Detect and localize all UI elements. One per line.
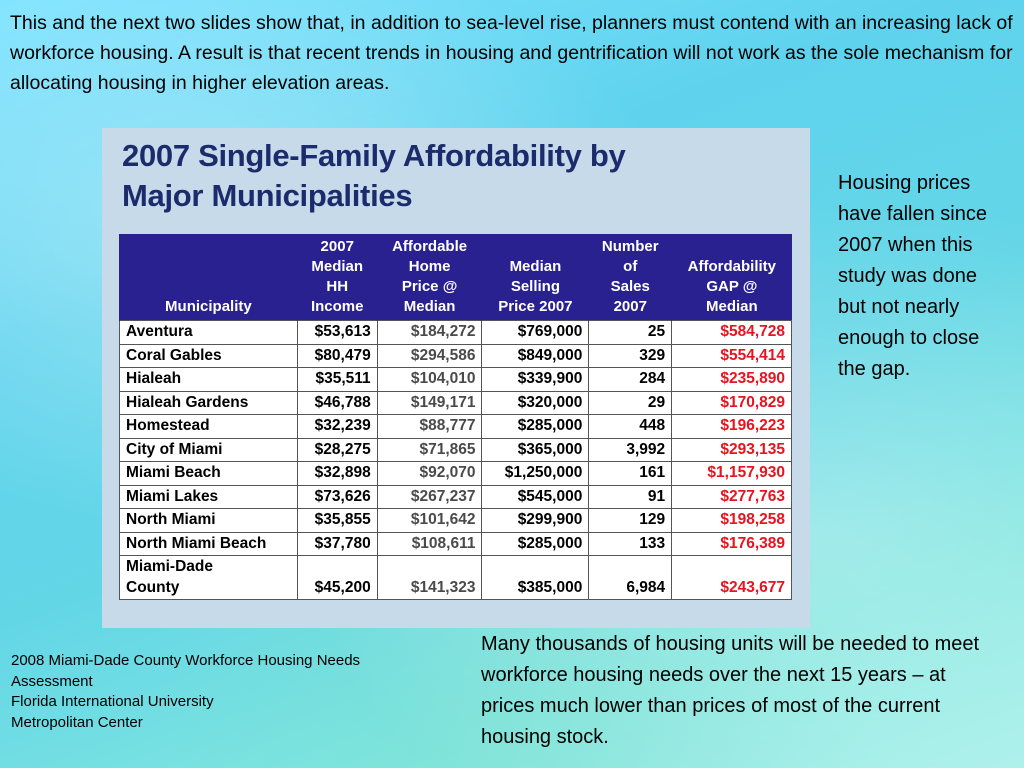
cell-median: $849,000 bbox=[482, 344, 589, 368]
header-gap-l1: Affordability bbox=[687, 258, 776, 275]
cell-median: $285,000 bbox=[482, 532, 589, 556]
header-gap bbox=[672, 234, 792, 321]
cell-sales: 91 bbox=[589, 485, 672, 509]
table-row bbox=[120, 391, 792, 415]
cell-gap: $293,135 bbox=[672, 438, 792, 462]
cell-municipality: North Miami bbox=[120, 509, 298, 533]
source-line-3: Metropolitan Center bbox=[11, 713, 143, 731]
header-sales bbox=[589, 234, 672, 321]
table-row bbox=[120, 321, 792, 345]
cell-gap: $176,389 bbox=[672, 532, 792, 556]
cell-income: $32,239 bbox=[297, 415, 377, 439]
table-title bbox=[122, 136, 782, 216]
cell-municipality: City of Miami bbox=[120, 438, 298, 462]
cell-sales: 133 bbox=[589, 532, 672, 556]
cell-median: $1,250,000 bbox=[482, 462, 589, 486]
cell-municipality: Coral Gables bbox=[120, 344, 298, 368]
cell-gap: $235,890 bbox=[672, 368, 792, 392]
header-median-price-l2: Selling bbox=[510, 278, 560, 295]
header-median-income-l3: HH bbox=[326, 278, 349, 295]
cell-affordable: $294,586 bbox=[377, 344, 482, 368]
cell-income: $37,780 bbox=[297, 532, 377, 556]
cell-municipality: Miami Beach bbox=[120, 462, 298, 486]
cell-municipality: North Miami Beach bbox=[120, 532, 298, 556]
cell-gap: $243,677 bbox=[672, 556, 792, 600]
header-median-price-l1: Median bbox=[509, 258, 562, 275]
cell-median: $545,000 bbox=[482, 485, 589, 509]
cell-median: $285,000 bbox=[482, 415, 589, 439]
affordability-table bbox=[119, 234, 792, 600]
cell-gap: $584,728 bbox=[672, 321, 792, 345]
cell-municipality: Aventura bbox=[120, 321, 298, 345]
cell-sales: 25 bbox=[589, 321, 672, 345]
cell-municipality: Miami Lakes bbox=[120, 485, 298, 509]
cell-median: $365,000 bbox=[482, 438, 589, 462]
header-sales-l2: of bbox=[623, 258, 638, 275]
cell-affordable: $88,777 bbox=[377, 415, 482, 439]
cell-sales: 284 bbox=[589, 368, 672, 392]
source-line-2: Florida International University bbox=[11, 693, 214, 710]
cell-sales: 448 bbox=[589, 415, 672, 439]
source-line-1: 2008 Miami-Dade County Workforce Housing Needs Assessment bbox=[11, 652, 361, 690]
cell-gap: $1,157,930 bbox=[672, 462, 792, 486]
cell-municipality: Homestead bbox=[120, 415, 298, 439]
cell-median: $339,900 bbox=[482, 368, 589, 392]
cell-income: $32,898 bbox=[297, 462, 377, 486]
cell-municipality: Hialeah Gardens bbox=[120, 391, 298, 415]
cell-gap: $277,763 bbox=[672, 485, 792, 509]
table-panel bbox=[102, 128, 810, 628]
cell-income: $46,788 bbox=[297, 391, 377, 415]
cell-sales: 6,984 bbox=[589, 556, 672, 600]
cell-median: $385,000 bbox=[482, 556, 589, 600]
cell-municipality-l2: County bbox=[126, 578, 180, 596]
cell-gap: $198,258 bbox=[672, 509, 792, 533]
header-affordable-price bbox=[377, 234, 482, 321]
header-median-price-l3: Price 2007 bbox=[498, 298, 573, 315]
table-title-line1: 2007 Single-Family Affordability by bbox=[122, 138, 626, 173]
cell-median: $320,000 bbox=[482, 391, 589, 415]
table-row bbox=[120, 368, 792, 392]
header-sales-l4: 2007 bbox=[613, 298, 647, 315]
header-median-income-l1: 2007 bbox=[320, 238, 354, 255]
header-municipality: Municipality bbox=[120, 234, 298, 321]
cell-sales: 129 bbox=[589, 509, 672, 533]
header-median-income-l4: Income bbox=[310, 298, 364, 315]
cell-median: $299,900 bbox=[482, 509, 589, 533]
source-citation bbox=[11, 651, 421, 733]
cell-affordable: $92,070 bbox=[377, 462, 482, 486]
cell-municipality: Hialeah bbox=[120, 368, 298, 392]
table-row bbox=[120, 485, 792, 509]
cell-municipality bbox=[120, 556, 298, 600]
cell-income: $45,200 bbox=[297, 556, 377, 600]
cell-affordable: $108,611 bbox=[377, 532, 482, 556]
cell-income: $35,511 bbox=[297, 368, 377, 392]
header-gap-l2: GAP @ bbox=[706, 278, 758, 295]
table-row bbox=[120, 462, 792, 486]
cell-gap: $196,223 bbox=[672, 415, 792, 439]
cell-income: $80,479 bbox=[297, 344, 377, 368]
header-median-price bbox=[482, 234, 589, 321]
cell-sales: 3,992 bbox=[589, 438, 672, 462]
cell-income: $35,855 bbox=[297, 509, 377, 533]
bottom-note: Many thousands of housing units will be needed to meet workforce housing needs over the next 15 years – at prices much lower than prices of most of the current housing stock. bbox=[481, 633, 980, 748]
table-row bbox=[120, 415, 792, 439]
header-median-income bbox=[297, 234, 377, 321]
cell-sales: 29 bbox=[589, 391, 672, 415]
cell-gap: $554,414 bbox=[672, 344, 792, 368]
header-sales-l3: Sales bbox=[610, 278, 650, 295]
table-row bbox=[120, 344, 792, 368]
table-title-line2: Major Municipalities bbox=[122, 178, 413, 213]
cell-gap: $170,829 bbox=[672, 391, 792, 415]
header-median-income-l2: Median bbox=[311, 258, 364, 275]
cell-affordable: $71,865 bbox=[377, 438, 482, 462]
cell-affordable: $101,642 bbox=[377, 509, 482, 533]
cell-affordable: $104,010 bbox=[377, 368, 482, 392]
cell-sales: 161 bbox=[589, 462, 672, 486]
cell-sales: 329 bbox=[589, 344, 672, 368]
side-note: Housing prices have fallen since 2007 when this study was done but not nearly enough to close the gap. bbox=[838, 172, 987, 380]
intro-text: This and the next two slides show that, in addition to sea-level rise, planners must contend with an increasing lack of workforce housing. A result is that recent trends in housing and gentrification will not work as the sole mechanism for allocating housing in higher elevation areas. bbox=[10, 12, 1013, 94]
cell-income: $28,275 bbox=[297, 438, 377, 462]
table-row bbox=[120, 438, 792, 462]
header-affordable-price-l1: Affordable bbox=[392, 238, 468, 255]
cell-income: $53,613 bbox=[297, 321, 377, 345]
header-sales-l1: Number bbox=[601, 238, 659, 255]
cell-median: $769,000 bbox=[482, 321, 589, 345]
table-row-total bbox=[120, 556, 792, 600]
table-row bbox=[120, 532, 792, 556]
header-affordable-price-l3: Price @ bbox=[401, 278, 458, 295]
cell-affordable: $267,237 bbox=[377, 485, 482, 509]
cell-income: $73,626 bbox=[297, 485, 377, 509]
cell-affordable: $184,272 bbox=[377, 321, 482, 345]
table-header-row bbox=[120, 234, 792, 321]
header-affordable-price-l2: Home bbox=[408, 258, 451, 275]
header-gap-l3: Median bbox=[705, 298, 758, 315]
cell-municipality-l1: Miami-Dade bbox=[126, 558, 213, 575]
table-row bbox=[120, 509, 792, 533]
cell-affordable: $149,171 bbox=[377, 391, 482, 415]
cell-affordable: $141,323 bbox=[377, 556, 482, 600]
header-affordable-price-l4: Median bbox=[403, 298, 456, 315]
